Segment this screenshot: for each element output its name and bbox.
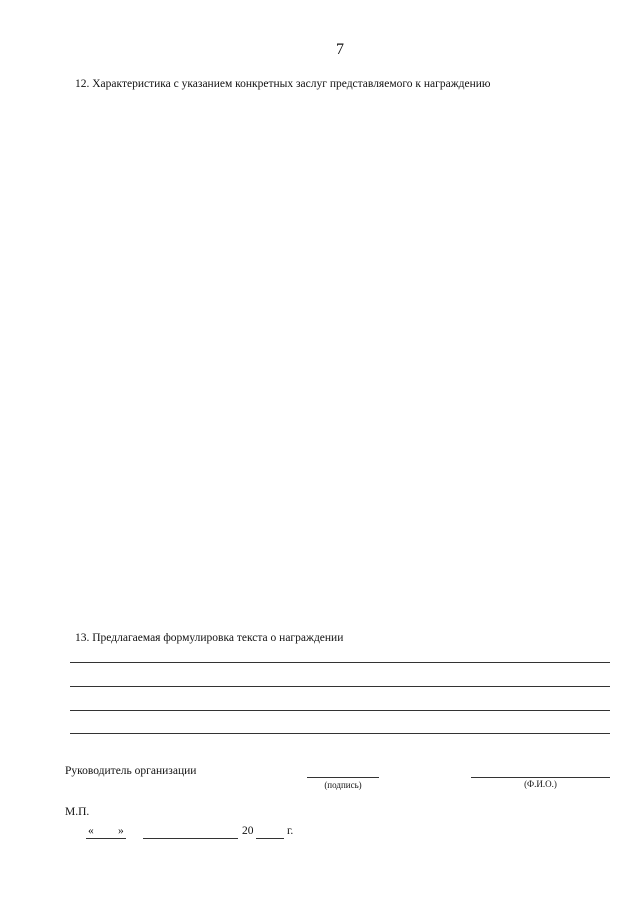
date-month-line[interactable] [143,838,238,839]
date-year-line[interactable] [256,838,284,839]
section-12-answer-area [70,100,610,620]
wording-line-3[interactable] [70,710,610,711]
full-name-line[interactable] [471,777,610,778]
section-13-heading: 13. Предлагаемая формулировка текста о награждении [75,632,344,644]
full-name-caption: (Ф.И.О.) [524,779,557,789]
date-open-quote: « [88,825,94,837]
wording-line-2[interactable] [70,686,610,687]
seal-label: М.П. [65,806,90,818]
head-of-organization-label: Руководитель организации [65,765,197,777]
wording-line-1[interactable] [70,662,610,663]
signature-line[interactable] [307,777,379,778]
date-year-prefix: 20 [242,825,254,837]
date-year-suffix: г. [287,825,294,837]
signature-caption: (подпись) [324,780,362,790]
page-number: 7 [336,41,344,58]
wording-line-4[interactable] [70,733,610,734]
date-close-quote: » [118,825,124,837]
date-day-line[interactable] [86,838,126,839]
section-12-heading: 12. Характеристика с указанием конкретных заслуг представляемого к награждению [75,78,491,90]
